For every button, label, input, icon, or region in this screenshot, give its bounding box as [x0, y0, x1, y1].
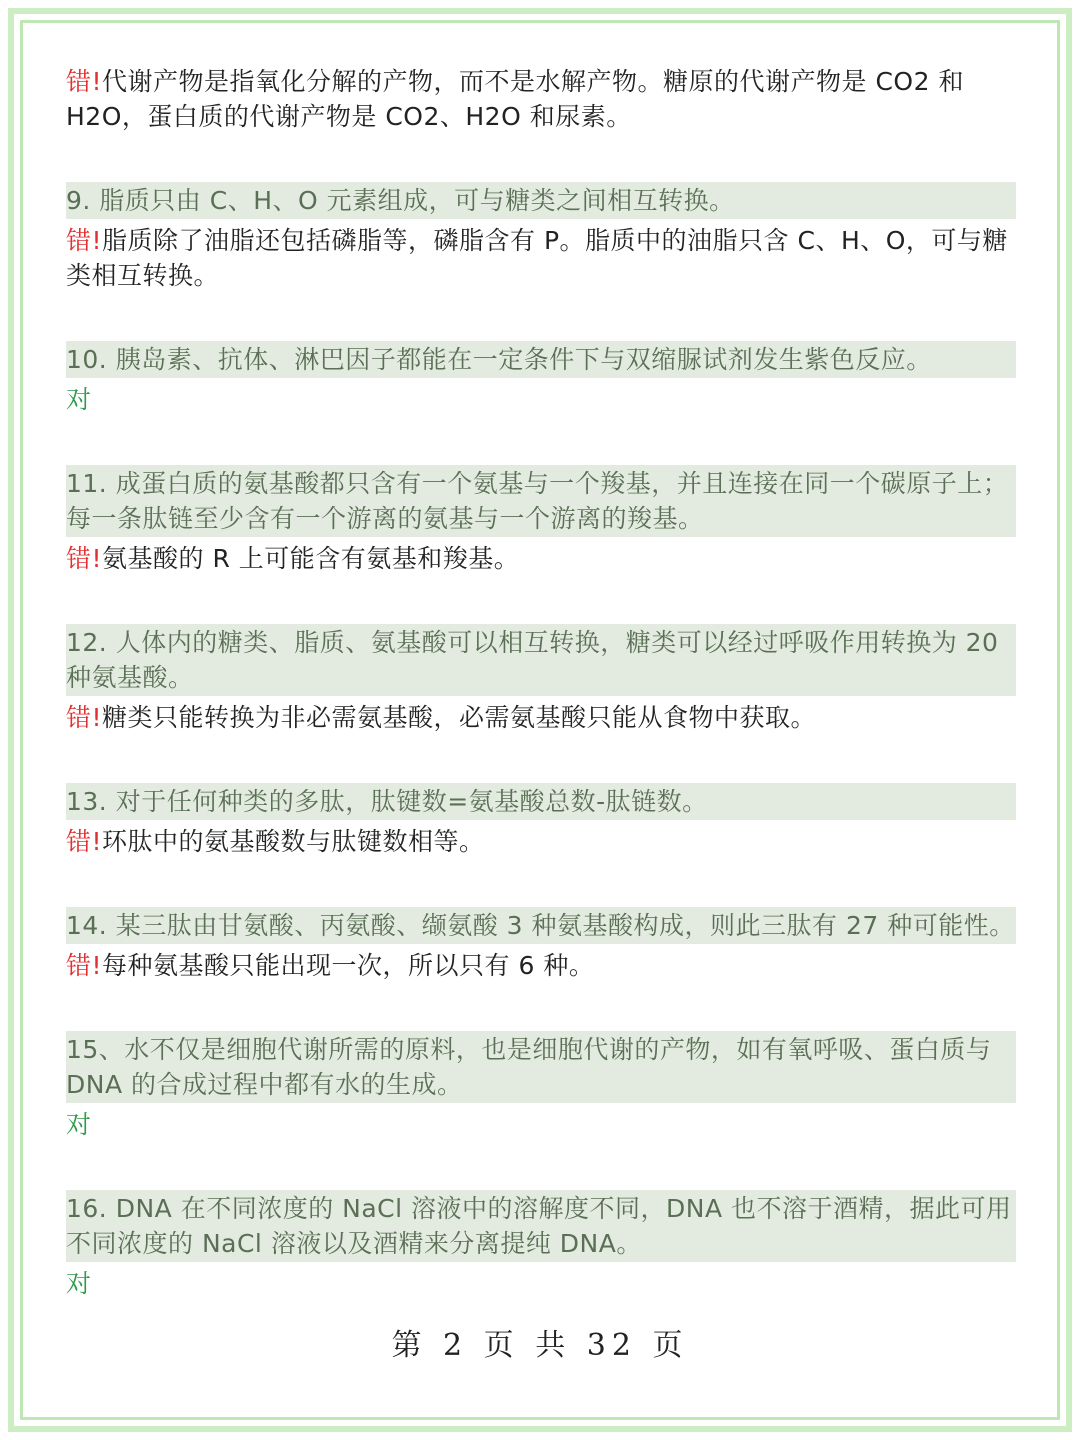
right-mark: 对 [66, 385, 92, 414]
answer-line [66, 948, 1016, 983]
question-11: 11. 成蛋白质的氨基酸都只含有一个氨基与一个羧基，并且连接在同一个碳原子上；每一条肽链至少含有一个游离的氨基与一个游离的羧基。 [66, 465, 1016, 537]
wrong-mark: 错! [66, 827, 103, 856]
wrong-mark: 错! [66, 226, 103, 255]
question-14: 14. 某三肽由甘氨酸、丙氨酸、缬氨酸 3 种氨基酸构成，则此三肽有 27 种可能性。 [66, 907, 1016, 944]
wrong-mark: 错! [66, 67, 103, 96]
wrong-mark: 错! [66, 951, 103, 980]
answer-text: 氨基酸的 R 上可能含有氨基和羧基。 [102, 544, 520, 573]
page-number: 第 2 页 共 32 页 [391, 1328, 689, 1363]
wrong-mark: 错! [66, 703, 103, 732]
right-mark: 对 [66, 1269, 92, 1298]
question-9: 9. 脂质只由 C、H、O 元素组成，可与糖类之间相互转换。 [66, 182, 1016, 219]
question-10: 10. 胰岛素、抗体、淋巴因子都能在一定条件下与双缩脲试剂发生紫色反应。 [66, 341, 1016, 378]
question-13: 13. 对于任何种类的多肽，肽键数=氨基酸总数-肽链数。 [66, 783, 1016, 820]
question-16: 16. DNA 在不同浓度的 NaCl 溶液中的溶解度不同，DNA 也不溶于酒精，据此可用不同浓度的 NaCl 溶液以及酒精来分离提纯 DNA。 [66, 1190, 1016, 1262]
question-15: 15、水不仅是细胞代谢所需的原料，也是细胞代谢的产物，如有氧呼吸、蛋白质与 DNA 的合成过程中都有水的生成。 [66, 1031, 1016, 1103]
right-mark: 对 [66, 1110, 92, 1139]
answer-text: 代谢产物是指氧化分解的产物，而不是水解产物。糖原的代谢产物是 CO2 和 H2O，蛋白质的代谢产物是 CO2、H2O 和尿素。 [66, 67, 964, 131]
question-12: 12. 人体内的糖类、脂质、氨基酸可以相互转换，糖类可以经过呼吸作用转换为 20 种氨基酸。 [66, 624, 1016, 696]
answer-line [66, 223, 1016, 293]
answer-text: 脂质除了油脂还包括磷脂等，磷脂含有 P。脂质中的油脂只含 C、H、O，可与糖类相互转换。 [66, 226, 1008, 290]
content [66, 64, 1016, 1301]
answer-line [66, 541, 1016, 576]
answer-text: 糖类只能转换为非必需氨基酸，必需氨基酸只能从食物中获取。 [102, 703, 817, 732]
answer-text: 每种氨基酸只能出现一次，所以只有 6 种。 [102, 951, 595, 980]
answer-text: 环肽中的氨基酸数与肽键数相等。 [102, 827, 485, 856]
answer-line [66, 700, 1016, 735]
answer-line [66, 824, 1016, 859]
answer-line [66, 64, 1016, 134]
wrong-mark: 错! [66, 544, 103, 573]
